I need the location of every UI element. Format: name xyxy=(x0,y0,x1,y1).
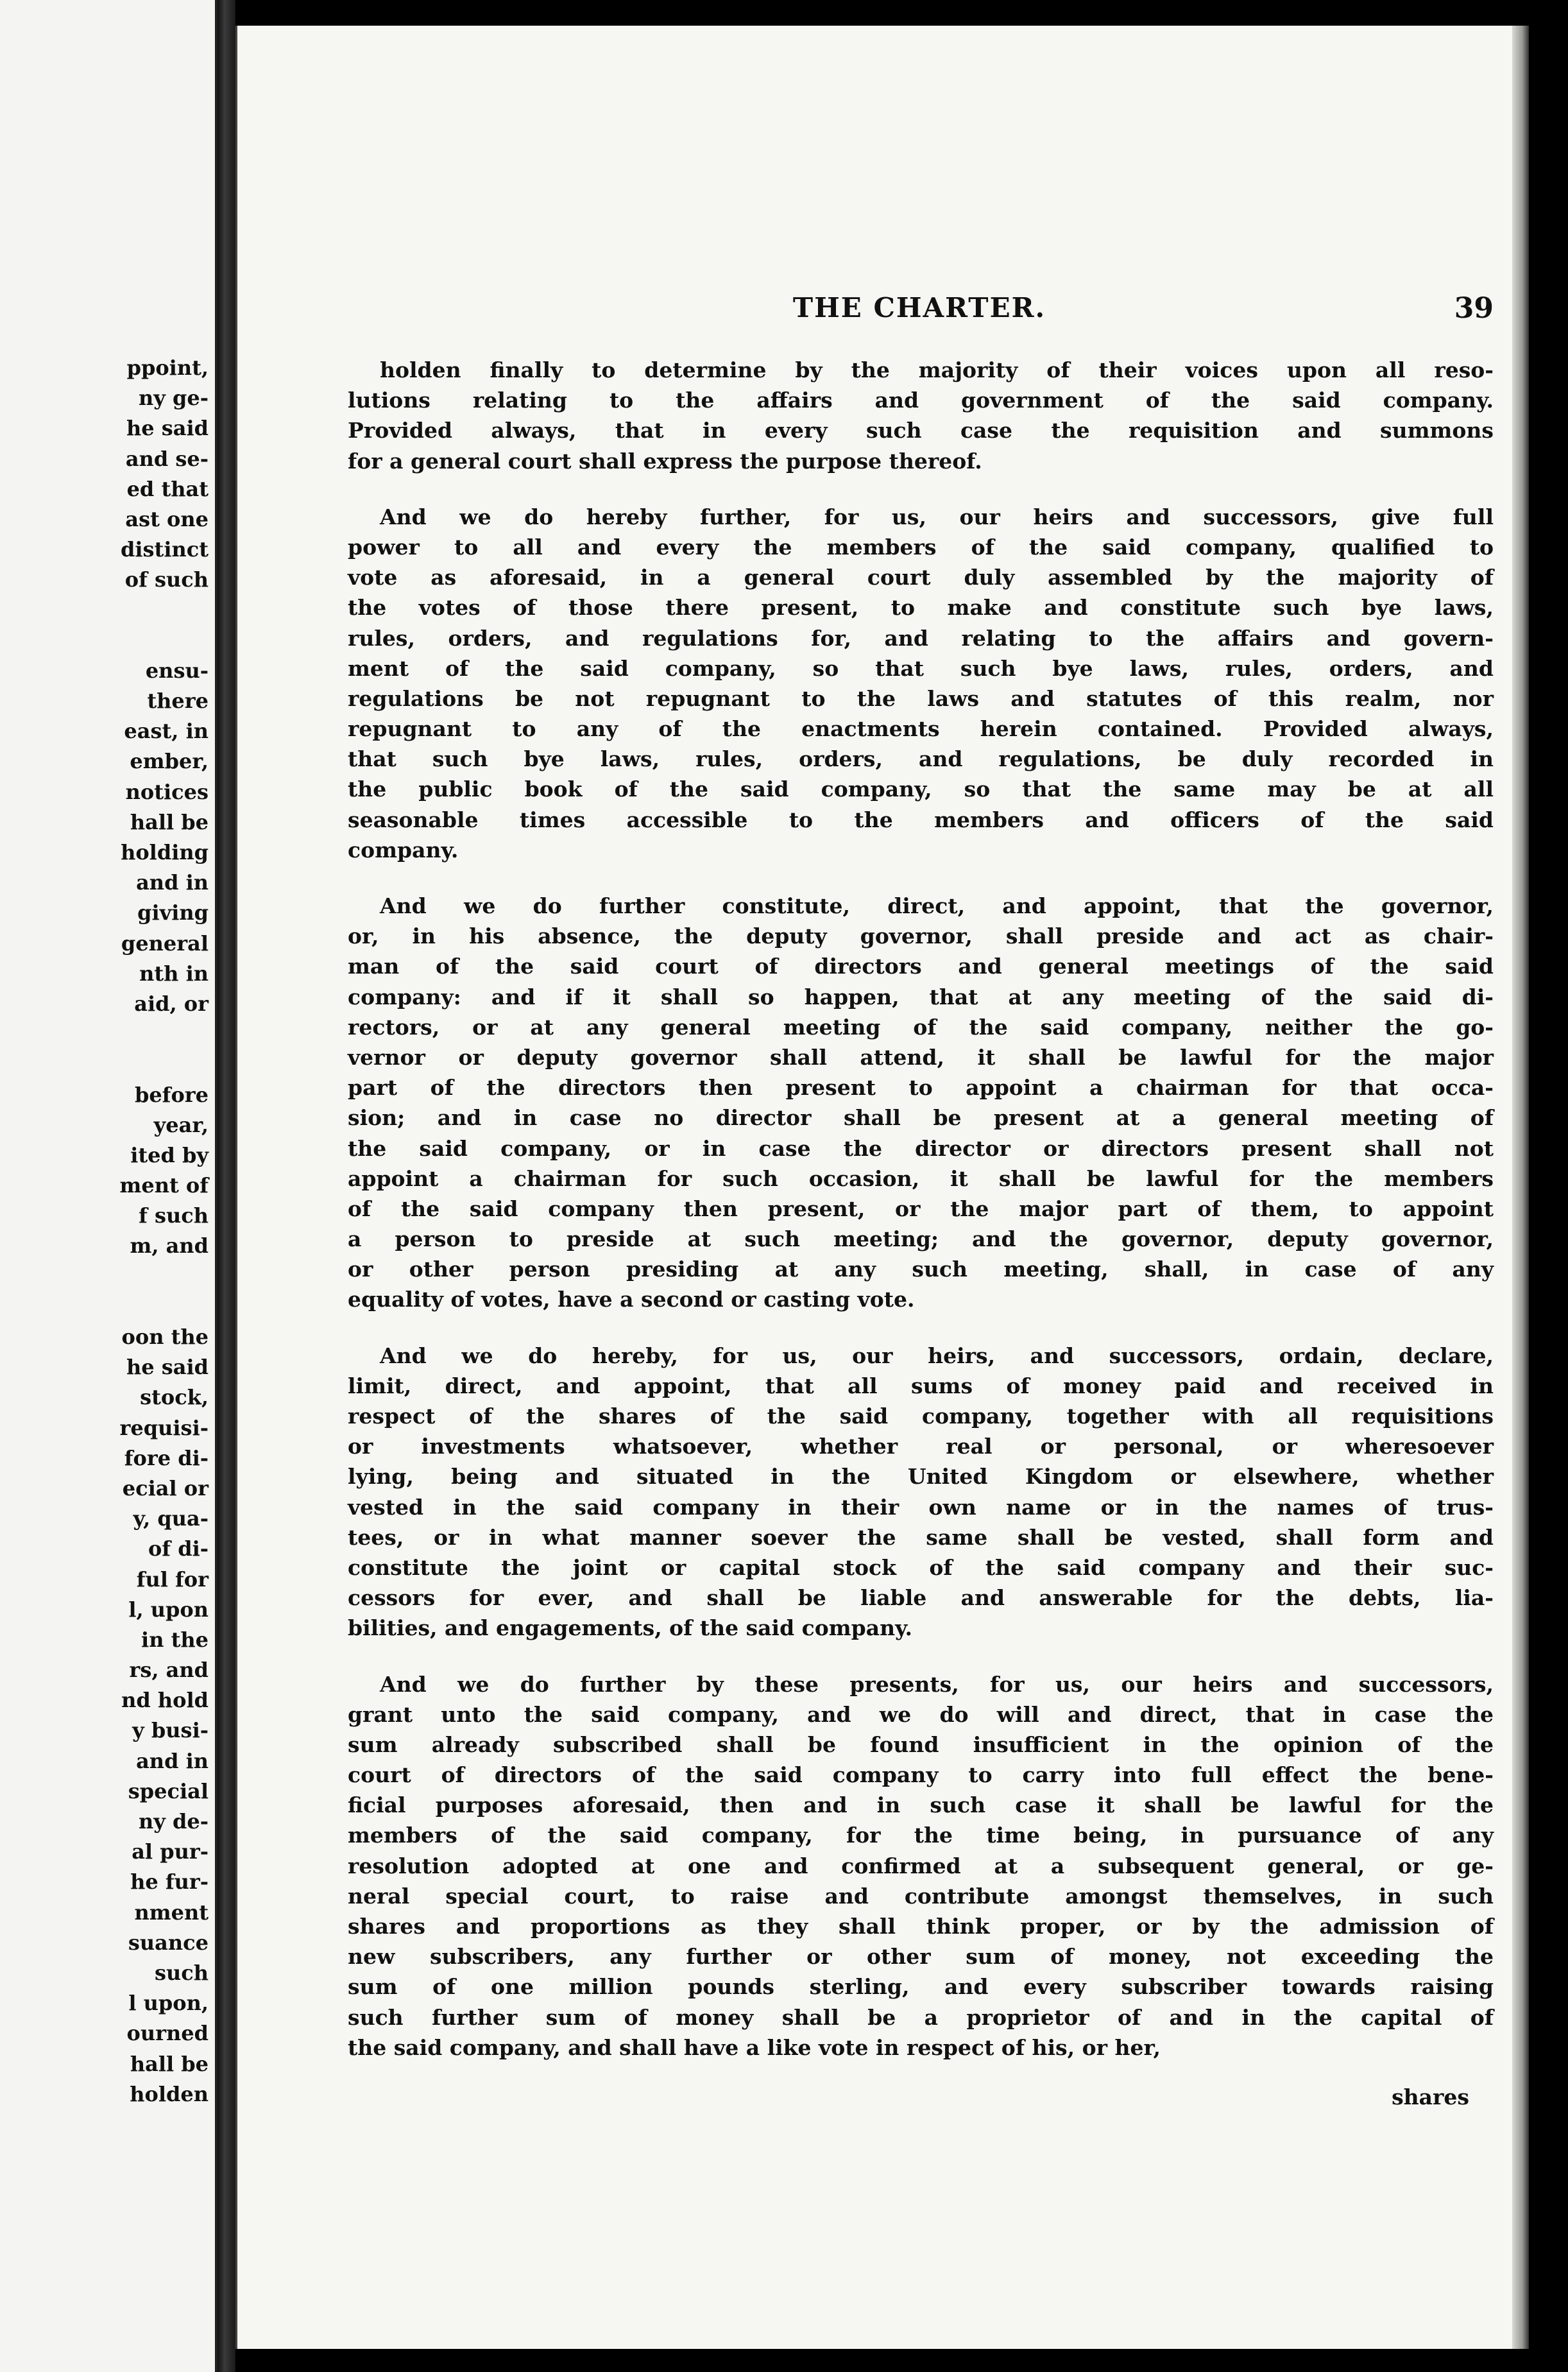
previous-page-fragment xyxy=(0,0,217,2372)
text-line: sion; and in case no director shall be present at a general meeting of xyxy=(348,1105,1494,1131)
previous-page-line: he said xyxy=(126,416,209,441)
text-line: ficial purposes aforesaid, then and in such case it shall be lawful for the xyxy=(348,1792,1494,1818)
text-line: part of the directors then present to appoint a chairman for that occa- xyxy=(348,1075,1494,1101)
text-line: holden finally to determine by the majority of their voices upon all reso- xyxy=(380,357,1494,382)
book-gutter xyxy=(217,0,235,2372)
previous-page-line: stock, xyxy=(140,1385,209,1410)
text-line: or other person presiding at any such meeting, shall, in case of any xyxy=(348,1257,1494,1282)
previous-page-line: ed that xyxy=(126,476,209,501)
previous-page-line: he fur- xyxy=(130,1869,209,1895)
previous-page-line: y busi- xyxy=(132,1718,209,1743)
previous-page-line: l, upon xyxy=(128,1597,209,1622)
text-line: constitute the joint or capital stock of the said company and their suc- xyxy=(348,1554,1494,1580)
previous-page-line: ited by xyxy=(130,1142,209,1167)
text-line: of the said company then present, or the major part of them, to appoint xyxy=(348,1196,1494,1221)
previous-page-line: and in xyxy=(136,870,209,895)
previous-page-line: ny ge- xyxy=(138,386,209,411)
text-line: lying, being and situated in the United Kingdom or elsewhere, whether xyxy=(348,1464,1494,1490)
text-line: such further sum of money shall be a proprietor of and in the capital of xyxy=(348,2004,1494,2030)
text-line: court of directors of the said company to carry into full effect the bene- xyxy=(348,1762,1494,1788)
text-line: And we do hereby, for us, our heirs, and successors, ordain, declare, xyxy=(380,1343,1494,1368)
running-title: THE CHARTER. xyxy=(792,292,1046,323)
previous-page-line: giving xyxy=(137,900,209,925)
previous-page-line: m, and xyxy=(130,1233,209,1259)
previous-page-line: nth in xyxy=(139,961,209,986)
previous-page-line: general xyxy=(121,931,209,956)
text-line: the said company, or in case the director or directors present shall not xyxy=(348,1135,1494,1161)
previous-page-line: year, xyxy=(153,1112,209,1137)
previous-page-line xyxy=(0,596,209,626)
previous-page-line: holding xyxy=(121,840,209,864)
text-line: or investments whatsoever, whether real or personal, or wheresoever xyxy=(348,1434,1494,1459)
text-line: shares and proportions as they shall think proper, or by the admission of xyxy=(348,1914,1494,1939)
previous-page-line xyxy=(0,1292,209,1322)
text-line: rectors, or at any general meeting of the said company, neither the go- xyxy=(348,1014,1494,1040)
paragraph xyxy=(348,1341,1494,1644)
previous-page-line: ourned xyxy=(126,2021,209,2046)
previous-page-line: special xyxy=(128,1778,209,1803)
text-line: tees, or in what manner soever the same shall be vested, shall form and xyxy=(348,1524,1494,1550)
text-line: the votes of those there present, to make and constitute such bye laws, xyxy=(348,595,1494,621)
page-edge-shadow xyxy=(1512,26,1529,2349)
previous-page-line: ember, xyxy=(130,749,209,774)
previous-page-line: f such xyxy=(139,1203,209,1228)
page-body-text xyxy=(348,355,1494,2088)
text-line: And we do further by these presents, for us, our heirs and successors, xyxy=(380,1671,1494,1697)
text-line: members of the said company, for the time being, in pursuance of any xyxy=(348,1823,1494,1848)
text-line: appoint a chairman for such occasion, it shall be lawful for the members xyxy=(348,1165,1494,1191)
text-line: that such bye laws, rules, orders, and regulations, be duly recorded in xyxy=(348,746,1494,772)
catchword: shares xyxy=(1392,2084,1469,2110)
paragraph xyxy=(348,502,1494,865)
text-line: company: and if it shall so happen, that at any meeting of the said di- xyxy=(348,984,1494,1010)
previous-page-line: fore di- xyxy=(124,1445,209,1470)
text-line: a person to preside at such meeting; and the governor, deputy governor, xyxy=(348,1226,1494,1252)
previous-page-line: and se- xyxy=(125,446,209,471)
text-line: Provided always, that in every such case the requisition and summons xyxy=(348,418,1494,443)
text-line: ment of the said company, so that such bye laws, rules, orders, and xyxy=(348,655,1494,681)
previous-page-line: l upon, xyxy=(128,1991,209,2016)
previous-page-line: holden xyxy=(130,2081,209,2106)
previous-page-line: of di- xyxy=(148,1536,209,1561)
text-line: seasonable times accessible to the members and officers of the said xyxy=(348,807,1494,832)
text-line: bilities, and engagements, of the said company. xyxy=(348,1615,912,1641)
paragraph xyxy=(348,1669,1494,2063)
current-page xyxy=(235,26,1514,2349)
previous-page-line: rs, and xyxy=(129,1658,209,1683)
text-line: equality of votes, have a second or casting vote. xyxy=(348,1287,915,1312)
text-line: regulations be not repugnant to the laws and statutes of this realm, nor xyxy=(348,685,1494,711)
previous-page-line: al pur- xyxy=(132,1839,209,1864)
page-header xyxy=(345,287,1494,328)
previous-page-line: ny de- xyxy=(138,1809,209,1834)
previous-page-line: distinct xyxy=(120,537,209,562)
page-number: 39 xyxy=(1454,292,1494,325)
previous-page-line: ecial or xyxy=(122,1475,209,1500)
text-line: limit, direct, and appoint, that all sums of money paid and received in xyxy=(348,1373,1494,1398)
previous-page-line xyxy=(0,626,209,656)
previous-page-line xyxy=(0,1019,209,1049)
text-line: the said company, and shall have a like vote in respect of his, or her, xyxy=(348,2034,1161,2060)
previous-page-line: ment of xyxy=(119,1173,209,1198)
previous-page-line: in the xyxy=(141,1627,209,1652)
text-line: new subscribers, any further or other sum of money, not exceeding the xyxy=(348,1944,1494,1970)
text-line: or, in his absence, the deputy governor, shall preside and act as chair- xyxy=(348,924,1494,949)
previous-page-line: ppoint, xyxy=(126,356,209,380)
paragraph xyxy=(348,891,1494,1315)
previous-page-line: and in xyxy=(136,1748,209,1773)
text-line: vernor or deputy governor shall attend, it shall be lawful for the major xyxy=(348,1044,1494,1070)
previous-page-line: he said xyxy=(126,1355,209,1380)
text-line: rules, orders, and regulations for, and relating to the affairs and govern- xyxy=(348,625,1494,651)
previous-page-line: oon the xyxy=(121,1325,209,1349)
text-line: power to all and every the members of the said company, qualified to xyxy=(348,534,1494,560)
text-line: grant unto the said company, and we do will and direct, that in case the xyxy=(348,1701,1494,1727)
previous-page-line: ful for xyxy=(136,1567,209,1592)
text-line: And we do further constitute, direct, and appoint, that the governor, xyxy=(380,893,1494,918)
text-line: sum already subscribed shall be found insufficient in the opinion of the xyxy=(348,1732,1494,1757)
previous-page-line: there xyxy=(147,689,209,714)
previous-page-line: nment xyxy=(134,1900,209,1925)
text-line: vested in the said company in their own name or in the names of trus- xyxy=(348,1494,1494,1520)
previous-page-line: of such xyxy=(124,567,209,592)
previous-page-line: east, in xyxy=(124,719,209,744)
previous-page-line: ast one xyxy=(125,506,209,531)
previous-page-line: notices xyxy=(125,779,209,804)
text-line: vote as aforesaid, in a general court duly assembled by the majority of xyxy=(348,565,1494,590)
previous-page-line: y, qua- xyxy=(133,1506,209,1531)
previous-page-line: nd hold xyxy=(121,1688,209,1713)
previous-page-line xyxy=(0,1262,209,1292)
previous-page-line: suance xyxy=(128,1930,209,1955)
previous-page-line: ensu- xyxy=(145,658,209,683)
text-line: company. xyxy=(348,837,459,863)
previous-page-line: before xyxy=(134,1082,209,1107)
previous-page-line: aid, or xyxy=(134,991,209,1016)
text-line: And we do hereby further, for us, our heirs and successors, give full xyxy=(380,504,1494,529)
previous-page-line: hall be xyxy=(130,809,209,834)
text-line: man of the said court of directors and general meetings of the said xyxy=(348,954,1494,979)
previous-page-text-column xyxy=(0,353,209,2110)
text-line: neral special court, to raise and contribute amongst themselves, in such xyxy=(348,1883,1494,1909)
text-line: repugnant to any of the enactments herein contained. Provided always, xyxy=(348,716,1494,742)
text-line: resolution adopted at one and confirmed at a subsequent general, or ge- xyxy=(348,1853,1494,1878)
text-line: respect of the shares of the said company, together with all requisitions xyxy=(348,1404,1494,1429)
previous-page-line: hall be xyxy=(130,2051,209,2076)
text-line: for a general court shall express the purpose thereof. xyxy=(348,448,982,474)
previous-page-line xyxy=(0,1049,209,1079)
previous-page-line: such xyxy=(154,1960,209,1985)
previous-page-line: requisi- xyxy=(119,1415,209,1440)
text-line: sum of one million pounds sterling, and every subscriber towards raising xyxy=(348,1974,1494,2000)
text-line: the public book of the said company, so that the same may be at all xyxy=(348,777,1494,802)
text-line: cessors for ever, and shall be liable and answerable for the debts, lia- xyxy=(348,1585,1494,1611)
text-line: lutions relating to the affairs and government of the said company. xyxy=(348,388,1494,413)
paragraph xyxy=(348,355,1494,476)
